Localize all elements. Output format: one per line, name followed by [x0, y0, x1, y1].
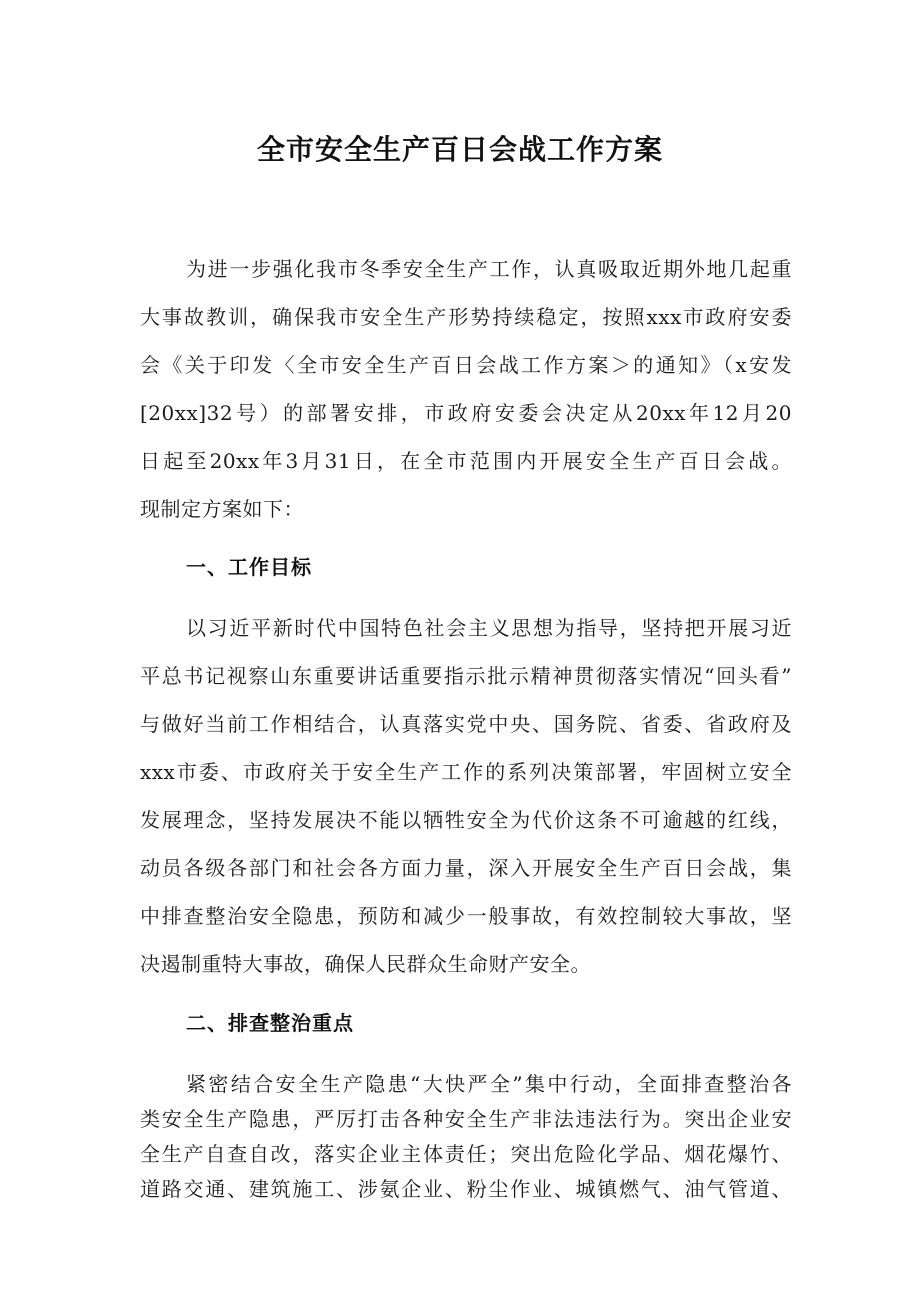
- section1-line-8: 决遏制重特大事故，确保人民群众生命财产安全。: [140, 952, 591, 976]
- section1-line-7: 中排查整治安全隐患，预防和减少一般事故，有效控制较大事故，坚: [140, 904, 792, 928]
- intro-line-1: 为进一步强化我市冬季安全生产工作，认真吸取近期外地几起重: [186, 257, 792, 281]
- section1-heading: 一、工作目标: [186, 555, 312, 579]
- intro-line-5: 日起至20xx年3月31日，在全市范围内开展安全生产百日会战。: [140, 449, 792, 473]
- section2-heading: 二、排查整治重点: [186, 1011, 354, 1035]
- intro-line-4: [20xx]32号）的部署安排，市政府安委会决定从20xx年12月20: [140, 401, 792, 425]
- document-title: 全市安全生产百日会战工作方案: [256, 133, 663, 166]
- intro-line-2: 大事故教训，确保我市安全生产形势持续稳定，按照xxx市政府安委: [140, 305, 792, 329]
- section2-line-1: 紧密结合安全生产隐患“大快严全”集中行动，全面排查整治各: [186, 1072, 792, 1096]
- section1-line-1: 以习近平新时代中国特色社会主义思想为指导，坚持把开展习近: [186, 616, 792, 640]
- section1-line-4: xxx市委、市政府关于安全生产工作的系列决策部署，牢固树立安全: [140, 760, 792, 784]
- section1-line-3: 与做好当前工作相结合，认真落实党中央、国务院、省委、省政府及: [140, 712, 792, 736]
- section1-line-2: 平总书记视察山东重要讲话重要指示批示精神贯彻落实情况“回头看”: [140, 664, 792, 688]
- section2-line-2: 类安全生产隐患，严厉打击各种安全生产非法违法行为。突出企业安: [140, 1107, 792, 1131]
- section2-line-4: 道路交通、建筑施工、涉氨企业、粉尘作业、城镇燃气、油气管道、: [140, 1177, 792, 1201]
- section2-line-3: 全生产自查自改，落实企业主体责任；突出危险化学品、烟花爆竹、: [140, 1142, 792, 1166]
- section1-line-6: 动员各级各部门和社会各方面力量，深入开展安全生产百日会战，集: [140, 856, 792, 880]
- section1-line-5: 发展理念，坚持发展决不能以牺牲安全为代价这条不可逾越的红线，: [140, 808, 792, 832]
- intro-line-6: 现制定方案如下：: [140, 497, 304, 521]
- intro-line-3: 会《关于印发〈全市安全生产百日会战工作方案＞的通知》（x安发: [140, 353, 792, 377]
